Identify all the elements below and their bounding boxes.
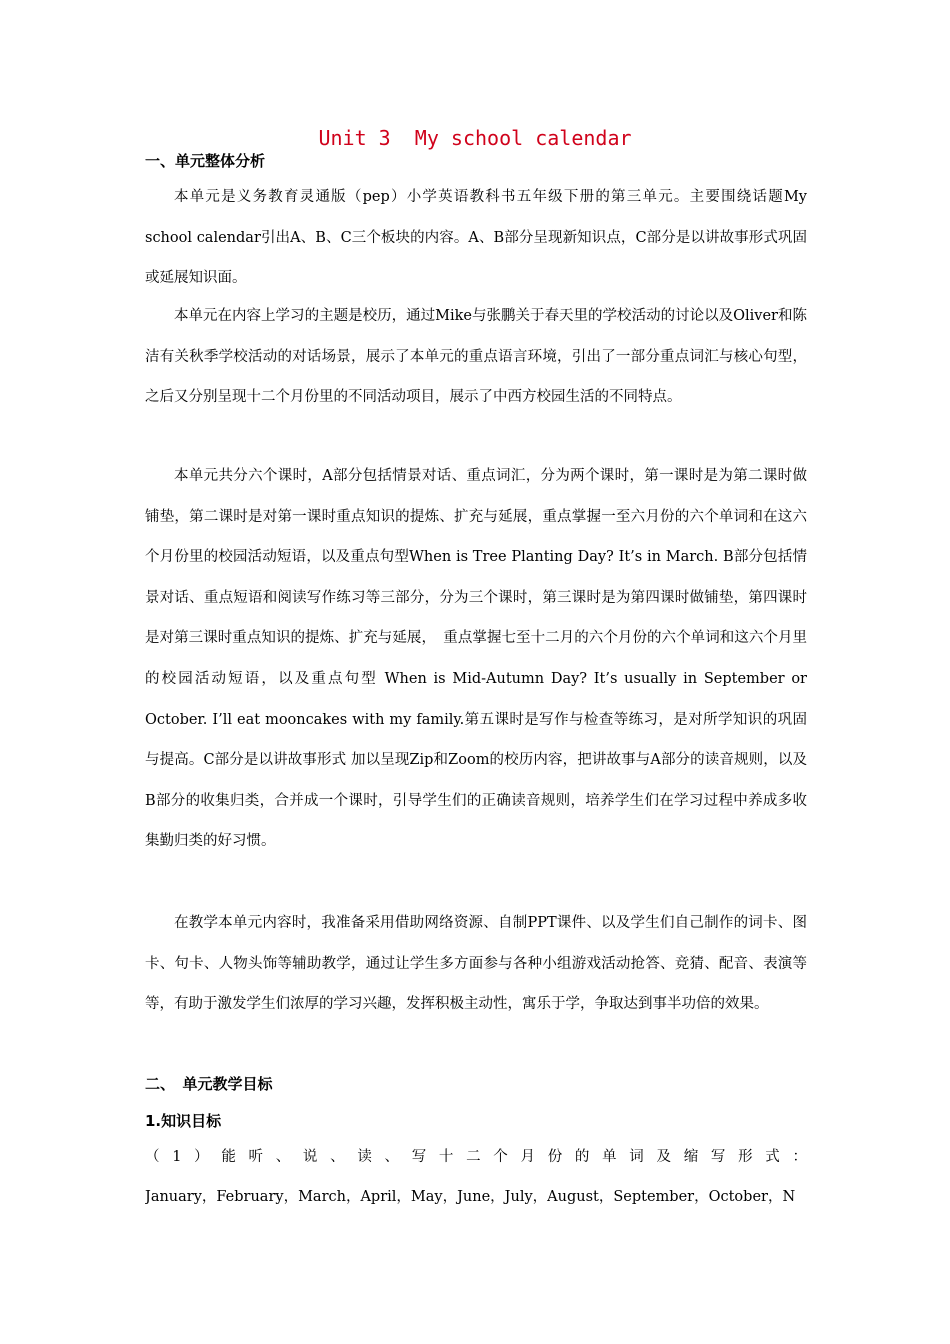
objective-line-2-months: January，February，March，April，May，June，July，August，September，October，N — [145, 1189, 796, 1205]
paragraph-lesson-plan: 本单元共分六个课时，A部分包括情景对话、重点词汇，分为两个课时，第一课时是为第二课时做铺垫，第二课时是对第一课时重点知识的提炼、扩充与延展，重点掌握一至六月份的六个单词和在这六个月份里的校园活动短语，以及重点句型When is Tree Planting Day? It’s in March. B部分包括情景对话、重点短语和阅读写作练习等三部分，分为三个课时，第三课时是为第四课时做铺垫，第四课时是对第三课时重点知识的提炼、扩充与延展， 重点掌握七至十二月的六个月份的六个单词和这六个月里的校园活动短语，以及重点句型 When is Mid-Autumn Day? It’s usually in September or October. I’ll eat mooncakes with my family.第五课时是写作与检查等练习，是对所学知识的巩固与提高。C部分是以讲故事形式 加以呈现Zip和Zoom的校历内容，把讲故事与A部分的读音规则，以及B部分的收集归类，合并成一个课时，引导学生们的正确读音规则，培养学生们在学习过程中养成多收集勤归类的好习惯。 — [145, 468, 807, 850]
subsection-heading-knowledge-objectives: 1.知识目标 — [145, 1112, 222, 1130]
paragraph-teaching-method: 在教学本单元内容时，我准备采用借助网络资源、自制PPT课件、以及学生们自己制作的词卡、图卡、句卡、人物头饰等辅助教学，通过让学生多方面参与各种小组游戏活动抢答、竞猜、配音、表演等等，有助于激发学生们浓厚的学习兴趣，发挥积极主动性，寓乐于学，争取达到事半功倍的效果。 — [145, 915, 807, 1013]
objective-line-1: （1）能听、说、读、写十二个月份的单词及缩写形式： — [145, 1149, 807, 1165]
paragraph-unit-theme: 本单元在内容上学习的主题是校历，通过Mike与张鹏关于春天里的学校活动的讨论以及Oliver和陈洁有关秋季学校活动的对话场景，展示了本单元的重点语言环境，引出了一部分重点词汇与核心句型，之后又分别呈现十二个月份里的不同活动项目，展示了中西方校园生活的不同特点。 — [145, 308, 807, 406]
section-heading-unit-analysis: 一、单元整体分析 — [145, 152, 266, 170]
section-heading-teaching-objectives: 二、 单元教学目标 — [145, 1075, 273, 1093]
document-title: Unit 3 My school calendar — [318, 126, 632, 150]
paragraph-unit-overview: 本单元是义务教育灵通版（pep）小学英语教科书五年级下册的第三单元。主要围绕话题My school calendar引出A、B、C三个板块的内容。A、B部分呈现新知识点，C部分是以讲故事形式巩固或延展知识面。 — [145, 189, 807, 287]
